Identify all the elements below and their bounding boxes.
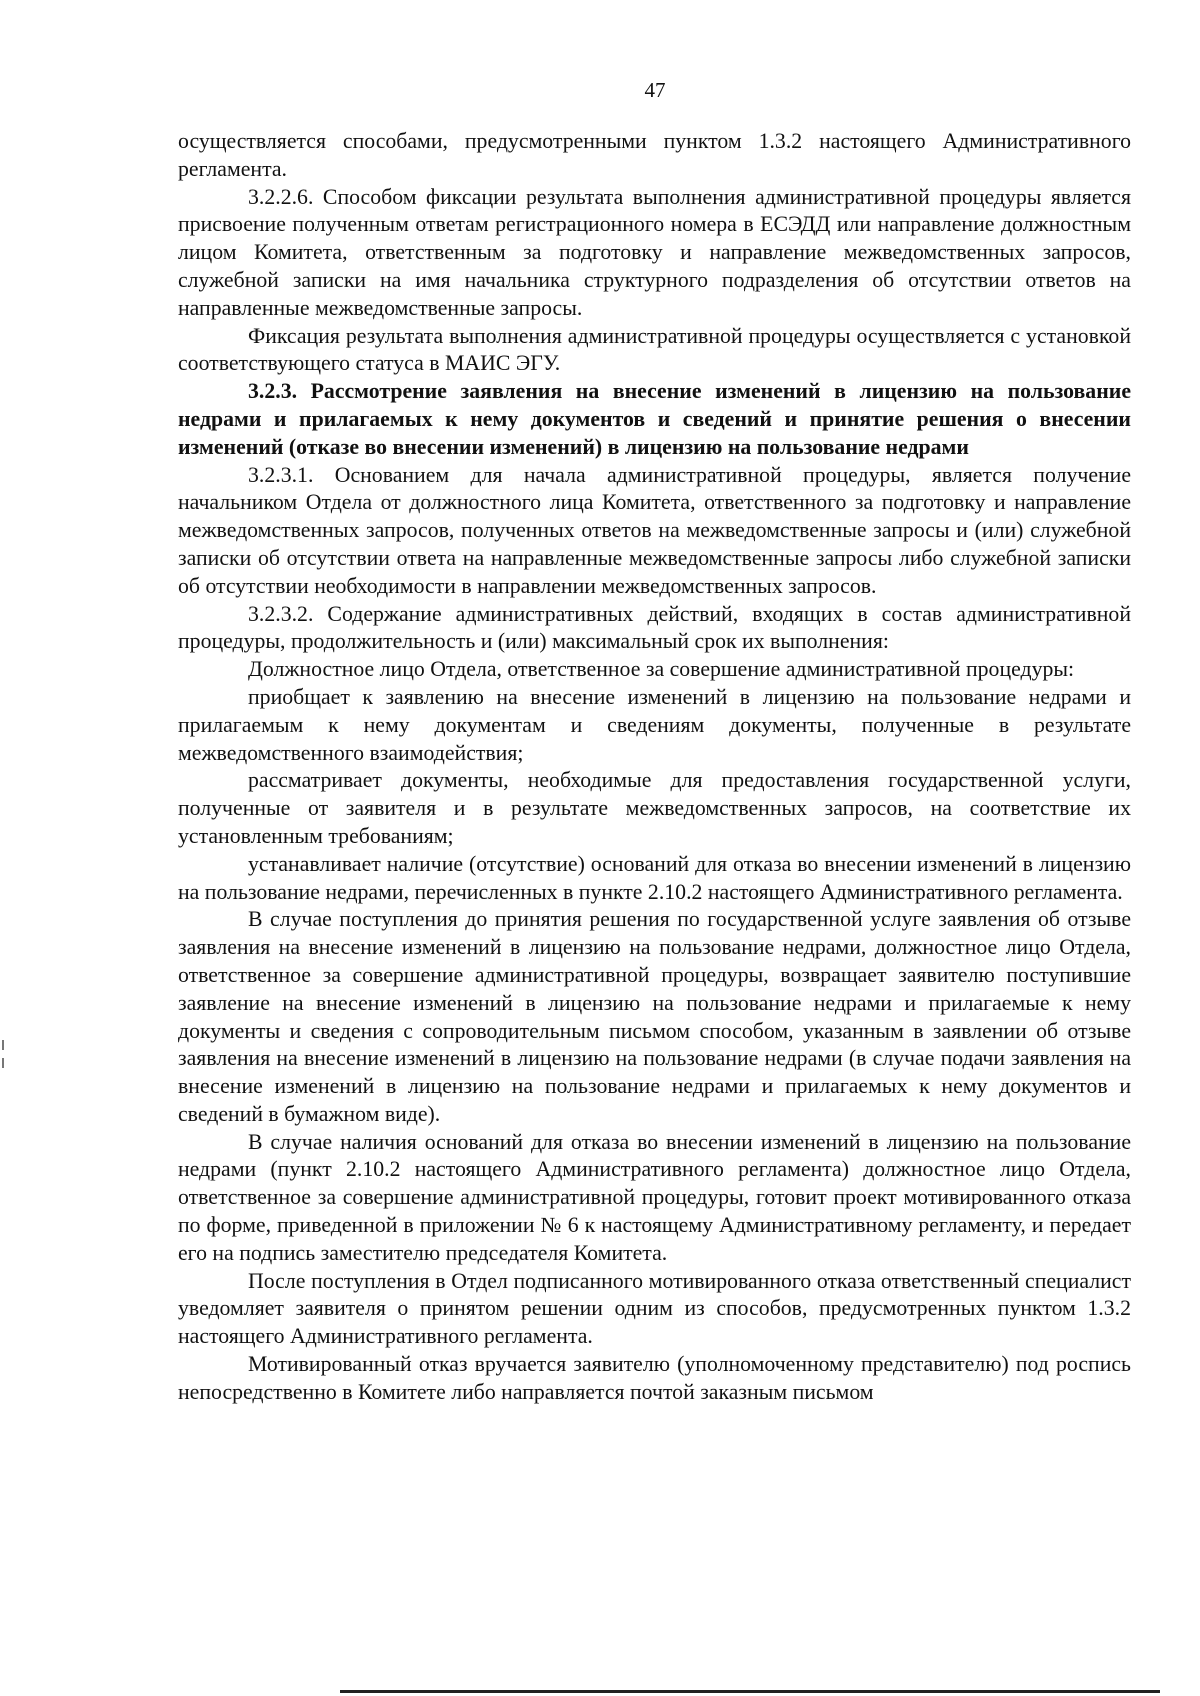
scan-margin-mark — [2, 1040, 4, 1050]
paragraph-fixation: Фиксация результата выполнения административной процедуры осуществляется с установкой соответствующего статуса в МАИС ЭГУ. — [178, 323, 1131, 376]
paragraph-attaches: приобщает к заявлению на внесение изменений в лицензию на пользование недрами и прилагаемым к нему документам и сведениям документы, полученные в результате межведомственного взаимодействия; — [178, 684, 1131, 765]
paragraph-notification: После поступления в Отдел подписанного мотивированного отказа ответственный специалист уведомляет заявителя о принятом решении одним из способов, предусмотренных пунктом 1.3.2 настоящего Административного регламента. — [178, 1268, 1131, 1349]
paragraph-delivery: Мотивированный отказ вручается заявителю (уполномоченному представителю) под роспись непосредственно в Комитете либо направляется почтой заказным письмом — [178, 1352, 1131, 1404]
paragraph-3-2-3-1: 3.2.3.1. Основанием для начала административной процедуры, является получение начальником Отдела от должностного лица Комитета, ответственного за подготовку и направление межведомственных запросов, полученных ответов на межведомственные запросы и (или) служебной записки об отсутствии ответа на направленные межведомственные запросы либо служебной записки об отсутствии необходимости в направлении межведомственных запросов. — [178, 462, 1131, 598]
section-heading-3-2-3: 3.2.3. Рассмотрение заявления на внесение изменений в лицензию на пользование недрами и прилагаемых к нему документов и сведений и принятие решения о внесении изменений (отказе во внесении изменений) в лицензию на пользование недрами — [178, 379, 1131, 459]
paragraph-continuation: осуществляется способами, предусмотренными пунктом 1.3.2 настоящего Административного регламента. — [178, 129, 1131, 181]
paragraph-reviews: рассматривает документы, необходимые для предоставления государственной услуги, полученные от заявителя и в результате межведомственных запросов, на соответствие их установленным требованиям; — [178, 768, 1131, 848]
footer-rule — [340, 1690, 1160, 1693]
paragraph-3-2-2-6: 3.2.2.6. Способом фиксации результата выполнения административной процедуры является присвоение полученным ответам регистрационного номера в ЕСЭДД или направление должностным лицом Комитета, ответственным за подготовку и направление межведомственных запросов, служебной записки на имя начальника структурного подразделения об отсутствии ответов на направленные межведомственные запросы. — [178, 184, 1131, 320]
paragraph-withdrawal: В случае поступления до принятия решения по государственной услуге заявления об отзыве заявления на внесение изменений в лицензию на пользование недрами, должностное лицо Отдела, ответственное за совершение административной процедуры, возвращает заявителю поступившие заявление на внесение изменений в лицензию на пользование недрами и прилагаемые к нему документы и сведения с сопроводительным письмом способом, указанным в заявлении об отзыве заявления на внесение изменений в лицензию на пользование недрами (в случае подачи заявления на внесение изменений в лицензию на пользование недрами и прилагаемых к нему документов и сведений в бумажном виде). — [178, 907, 1131, 1126]
paragraph-establishes: устанавливает наличие (отсутствие) оснований для отказа во внесении изменений в лицензию на пользование недрами, перечисленных в пункте 2.10.2 настоящего Административного регламента. — [178, 851, 1131, 904]
scan-margin-mark — [2, 1058, 4, 1068]
paragraph-3-2-3-2: 3.2.3.2. Содержание административных действий, входящих в состав административной процедуры, продолжительность и (или) максимальный срок их выполнения: — [178, 601, 1131, 654]
document-body — [178, 128, 1131, 1407]
paragraph-responsible-official: Должностное лицо Отдела, ответственное за совершение административной процедуры: — [248, 657, 1075, 682]
page-number: 47 — [644, 78, 666, 102]
paragraph-refusal-grounds: В случае наличия оснований для отказа во внесении изменений в лицензию на пользование недрами (пункт 2.10.2 настоящего Административного регламента) должностное лицо Отдела, ответственное за совершение административной процедуры, готовит проект мотивированного отказа по форме, приведенной в приложении № 6 к настоящему Административному регламенту, и передает его на подпись заместителю председателя Комитета. — [178, 1129, 1131, 1265]
